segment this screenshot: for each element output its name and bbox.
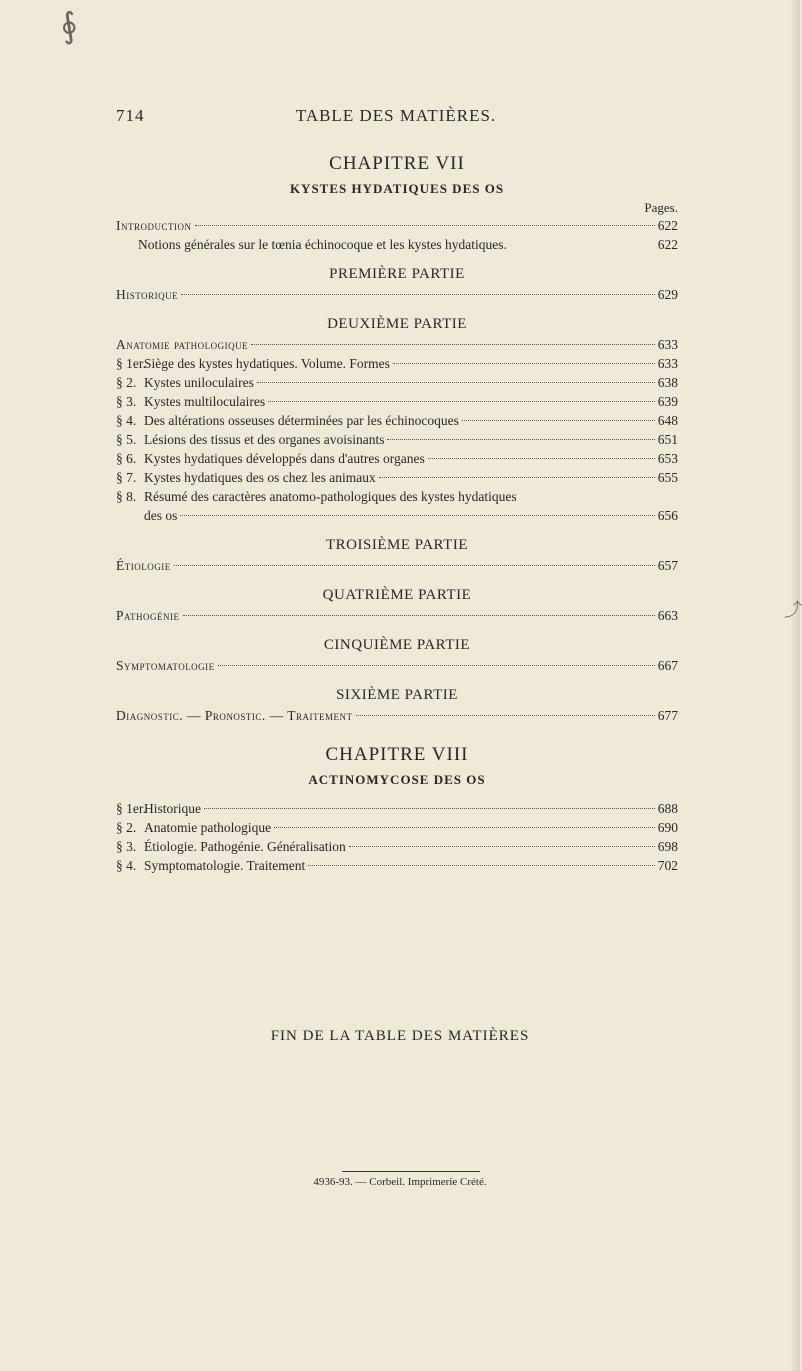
toc-entry-section-8-line2: des os 656: [144, 508, 678, 523]
toc-entry-historique: Historique 629: [116, 287, 678, 302]
printer-imprint: 4936-93. — Corbeil. Imprimerie Crété.: [313, 1176, 487, 1188]
page-number: 714: [116, 106, 145, 125]
part-1-title: PREMIÈRE PARTIE: [329, 266, 465, 282]
running-title: TABLE DES MATIÈRES.: [295, 106, 497, 125]
pages-column-label: Pages.: [644, 200, 678, 215]
chapter-7-subtitle: KYSTES HYDATIQUES DES OS: [289, 181, 505, 196]
running-header: [116, 106, 676, 130]
part-3-title: TROISIÈME PARTIE: [326, 537, 468, 553]
toc-entry-section-4: § 4. Des altérations osseuses déterminées par les échinocoques 648: [116, 413, 678, 428]
toc-entry-section-2: § 2. Kystes uniloculaires 638: [116, 375, 678, 390]
chapter-7-title: CHAPITRE VII: [329, 153, 465, 174]
part-4-title: QUATRIÈME PARTIE: [322, 587, 472, 603]
end-of-table-notice: FIN DE LA TABLE DES MATIÈRES: [270, 1028, 530, 1044]
toc-entry-section-1: § 1er.Siège des kystes hydatiques. Volume. Formes 633: [116, 356, 678, 371]
chapter-8-subtitle: ACTINOMYCOSE DES OS: [308, 772, 486, 787]
table-of-contents: [116, 150, 678, 875]
imprint-rule: [342, 1171, 480, 1172]
toc-entry-introduction: Introduction 622: [116, 218, 678, 233]
toc-entry-ch8-section-2: § 2. Anatomie pathologique 690: [116, 820, 678, 835]
toc-entry-anatomie: Anatomie pathologique 633: [116, 337, 678, 352]
toc-entry-section-7: § 7. Kystes hydatiques des os chez les animaux 655: [116, 470, 678, 485]
toc-entry-pathogenie: Pathogénie 663: [116, 608, 678, 623]
part-6-title: SIXIÈME PARTIE: [336, 687, 458, 703]
toc-entry-diagnostic: Diagnostic. — Pronostic. — Traitement 677: [116, 708, 678, 723]
toc-entry-ch8-section-1: § 1er.Historique 688: [116, 801, 678, 816]
toc-entry-section-8-line1: § 8. Résumé des caractères anatomo-pathologiques des kystes hydatiques: [116, 489, 517, 504]
toc-entry-etiologie: Étiologie 657: [116, 558, 678, 573]
part-2-title: DEUXIÈME PARTIE: [327, 316, 467, 332]
pencil-mark: ∮: [56, 4, 82, 48]
toc-entry-section-6: § 6. Kystes hydatiques développés dans d'autres organes 653: [116, 451, 678, 466]
toc-entry-notions: Notions générales sur le tœnia échinocoque et les kystes hydatiques. 622: [138, 237, 678, 252]
toc-entry-ch8-section-3: § 3. Étiologie. Pathogénie. Généralisation 698: [116, 839, 678, 854]
toc-entry-section-5: § 5. Lésions des tissus et des organes avoisinants 651: [116, 432, 678, 447]
margin-mark-icon: ⤴: [784, 600, 802, 621]
page-edge-shadow: [790, 0, 800, 1371]
chapter-8-title: CHAPITRE VIII: [325, 744, 469, 765]
toc-entry-symptomatologie: Symptomatologie 667: [116, 658, 678, 673]
toc-entry-ch8-section-4: § 4. Symptomatologie. Traitement 702: [116, 858, 678, 873]
toc-entry-section-3: § 3. Kystes multiloculaires 639: [116, 394, 678, 409]
part-5-title: CINQUIÈME PARTIE: [323, 637, 471, 653]
